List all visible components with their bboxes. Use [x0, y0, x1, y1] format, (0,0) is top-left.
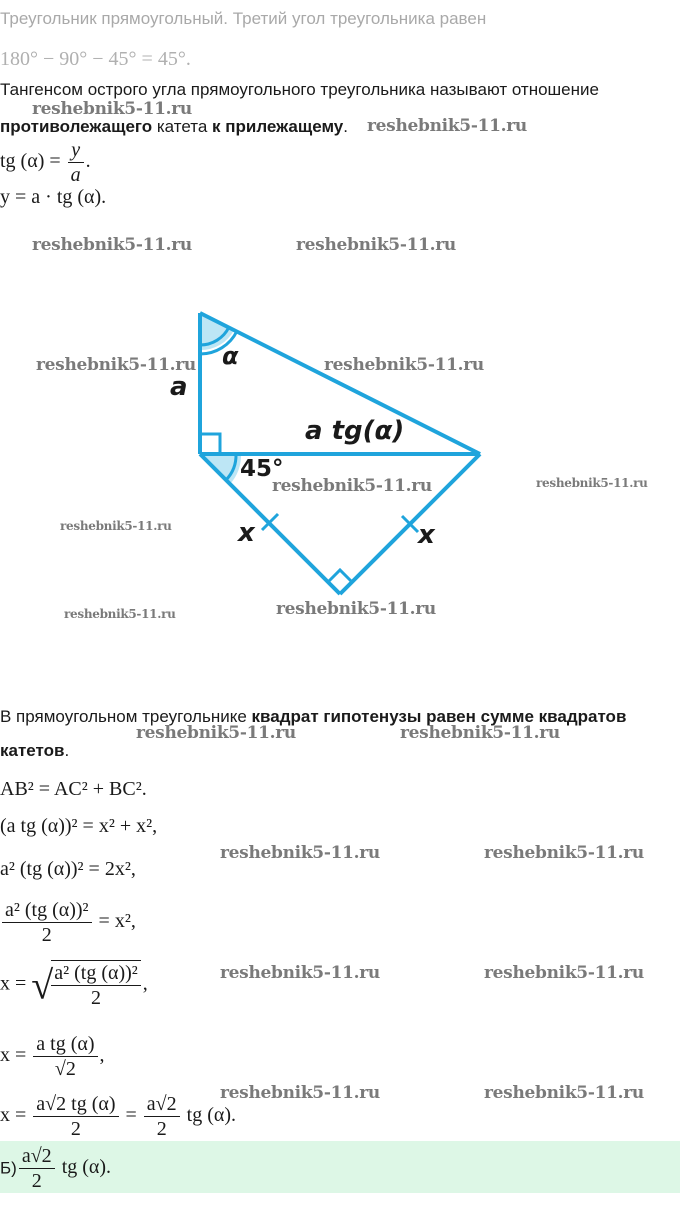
y-formula: y = a · tg (α). — [0, 186, 107, 208]
definition-text-2: катета — [152, 117, 213, 136]
sqrt-sign: √ — [31, 962, 54, 1008]
watermark: reshebnik5-11.ru — [296, 235, 456, 255]
fraction — [51, 960, 141, 1010]
fraction-denominator: 2 — [70, 1118, 81, 1140]
fraction-denominator: 2 — [156, 1118, 167, 1140]
equation-tail: , — [142, 972, 148, 995]
label-45: 45° — [240, 456, 284, 482]
formula-lhs: tg (α) = — [0, 150, 66, 173]
formula-tail: . — [85, 150, 91, 173]
pythagoras-text — [0, 700, 672, 768]
watermark: reshebnik5-11.ru — [64, 607, 176, 621]
watermark: reshebnik5-11.ru — [220, 963, 380, 983]
fraction — [68, 138, 84, 187]
intro-line: Треугольник прямоугольный. Третий угол треугольника равен — [0, 9, 487, 28]
equation-5 — [0, 960, 148, 1010]
fraction-numerator: a√2 — [19, 1144, 55, 1169]
definition-text-3: . — [343, 117, 348, 136]
label-x-right: x — [418, 520, 435, 550]
equation-tail: tg (α). — [181, 1104, 236, 1127]
equation-1: AB² = AC² + BC². — [0, 778, 147, 800]
fraction-denominator: 2 — [31, 1170, 42, 1190]
fraction-numerator: a√2 tg (α) — [33, 1092, 118, 1117]
watermark: reshebnik5-11.ru — [136, 723, 296, 743]
triangle-figure — [0, 290, 680, 630]
fraction-numerator: y — [68, 138, 84, 163]
equation-3: a² (tg (α))² = 2x², — [0, 858, 136, 880]
fraction — [33, 1032, 97, 1081]
watermark: reshebnik5-11.ru — [32, 235, 192, 255]
watermark: reshebnik5-11.ru — [276, 599, 436, 619]
watermark: reshebnik5-11.ru — [220, 843, 380, 863]
bold-adjacent: к прилежащему — [212, 117, 344, 136]
watermark: reshebnik5-11.ru — [36, 355, 196, 375]
fraction — [19, 1144, 55, 1190]
watermark: reshebnik5-11.ru — [220, 1083, 380, 1103]
fraction-denominator: 2 — [91, 987, 101, 1009]
bold-opposite: противолежащего — [0, 117, 153, 136]
pythagoras-tail: . — [64, 741, 70, 760]
fraction — [144, 1092, 180, 1141]
fraction-numerator: a² (tg (α))² — [51, 961, 141, 986]
right-angle-mark-top — [200, 434, 220, 454]
pythagoras-bold: квадрат гипотенузы равен сумме квадратов катетов — [0, 707, 627, 760]
fraction-numerator: a√2 — [144, 1092, 180, 1117]
watermark: reshebnik5-11.ru — [367, 116, 527, 136]
fraction-numerator: a tg (α) — [33, 1032, 97, 1057]
equation-2: (a tg (α))² = x² + x², — [0, 815, 158, 837]
answer-tail: tg (α). — [56, 1156, 112, 1179]
label-atg: a tg(α) — [305, 416, 405, 446]
tangent-formula — [0, 138, 91, 187]
fraction-denominator: 2 — [41, 924, 52, 946]
fraction — [2, 898, 92, 947]
watermark: reshebnik5-11.ru — [60, 519, 172, 533]
equation-tail: = x², — [93, 910, 136, 933]
watermark: reshebnik5-11.ru — [484, 963, 644, 983]
fraction — [33, 1092, 118, 1141]
label-x-left: x — [238, 518, 255, 548]
watermark: reshebnik5-11.ru — [484, 843, 644, 863]
pythagoras-plain: В прямоугольном треугольнике — [0, 707, 252, 726]
label-alpha: α — [222, 342, 239, 370]
definition-text: Тангенсом острого угла прямоугольного треугольника называют отношение — [0, 80, 599, 99]
equation-6 — [0, 1032, 105, 1081]
equation-4 — [0, 898, 136, 947]
watermark: reshebnik5-11.ru — [324, 355, 484, 375]
fraction-denominator: √2 — [54, 1058, 76, 1080]
watermark: reshebnik5-11.ru — [536, 476, 648, 490]
equation-lhs: x = — [0, 1104, 32, 1127]
fraction-denominator: a — [70, 164, 81, 186]
watermark: reshebnik5-11.ru — [32, 99, 192, 119]
equation-7 — [0, 1092, 236, 1141]
equation-tail: , — [99, 1044, 105, 1067]
watermark: reshebnik5-11.ru — [272, 476, 432, 496]
fraction-numerator: a² (tg (α))² — [2, 898, 92, 923]
label-a: a — [170, 372, 188, 402]
answer-formula — [0, 1144, 111, 1190]
watermark: reshebnik5-11.ru — [400, 723, 560, 743]
watermark: reshebnik5-11.ru — [484, 1083, 644, 1103]
equation-lhs: x = — [0, 972, 32, 995]
equation-lhs: x = — [0, 1044, 32, 1067]
equation-mid: = — [120, 1104, 142, 1127]
answer-label: Б) — [0, 1158, 17, 1178]
right-angle-mark-bottom — [328, 570, 352, 582]
intro-formula: 180° − 90° − 45° = 45°. — [0, 48, 191, 70]
